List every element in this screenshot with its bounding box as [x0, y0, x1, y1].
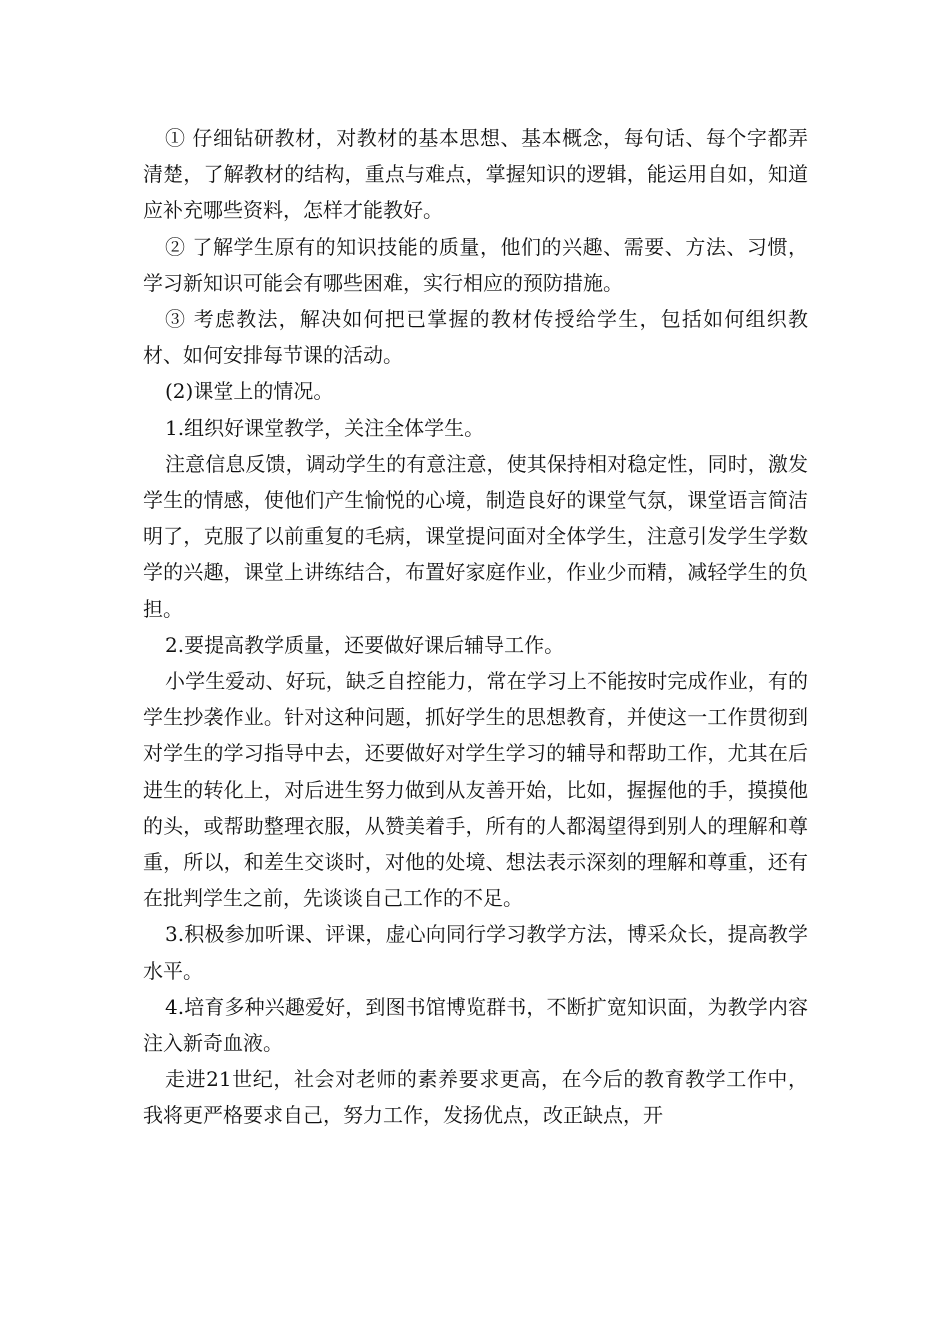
section-heading-classroom: (2)课堂上的情况。: [165, 379, 334, 404]
item-heading-4: 4.培育多种兴趣爱好，到图书馆博览群书，不断扩宽知识面，为教学内容注入新奇血液。: [143, 994, 808, 1056]
paragraph-study-textbook: ① 仔细钻研教材，对教材的基本思想、基本概念，每句话、每个字都弄清楚，了解教材的结构，重点与难点，掌握知识的逻辑，能运用自如，知道应补充哪些资料，怎样才能教好。: [143, 126, 808, 223]
paragraph-teaching-methods: ③ 考虑教法，解决如何把已掌握的教材传授给学生，包括如何组织教材、如何安排每节课的活动。: [143, 307, 808, 368]
item-heading-3: 3.积极参加听课、评课，虚心向同行学习教学方法，博采众长，提高教学水平。: [143, 922, 808, 983]
document-body: [143, 120, 808, 1134]
item-heading-1: 1.组织好课堂教学，关注全体学生。: [165, 415, 485, 440]
paragraph-after-class-tutoring: 小学生爱动、好玩，缺乏自控能力，常在学习上不能按时完成作业，有的学生抄袭作业。针对这种问题，抓好学生的思想教育，并使这一工作贯彻到对学生的学习指导中去，还要做好对学生学习的辅导和帮助工作，尤其在后进生的转化上，对后进生努力做到从友善开始，比如，握握他的手，摸摸他的头，或帮助整理衣服，从赞美着手，所有的人都渴望得到别人的理解和尊重，所以，和差生交谈时，对他的处境、想法表示深刻的理解和尊重，还有在批判学生之前，先谈谈自己工作的不足。: [143, 669, 808, 911]
item-heading-2: 2.要提高教学质量，还要做好课后辅导工作。: [165, 632, 565, 657]
paragraph-understand-students: ② 了解学生原有的知识技能的质量，他们的兴趣、需要、方法、习惯，学习新知识可能会有哪些困难，实行相应的预防措施。: [143, 234, 808, 295]
paragraph-conclusion: 走进21世纪，社会对老师的素养要求更高，在今后的教育教学工作中，我将更严格要求自己，努力工作，发扬优点，改正缺点，开: [143, 1067, 808, 1128]
paragraph-feedback: 注意信息反馈，调动学生的有意注意，使其保持相对稳定性，同时，激发学生的情感，使他们产生愉悦的心境，制造良好的课堂气氛，课堂语言简洁明了，克服了以前重复的毛病，课堂提问面对全体学生，注意引发学生学数学的兴趣，课堂上讲练结合，布置好家庭作业，作业少而精，减轻学生的负担。: [143, 451, 808, 621]
